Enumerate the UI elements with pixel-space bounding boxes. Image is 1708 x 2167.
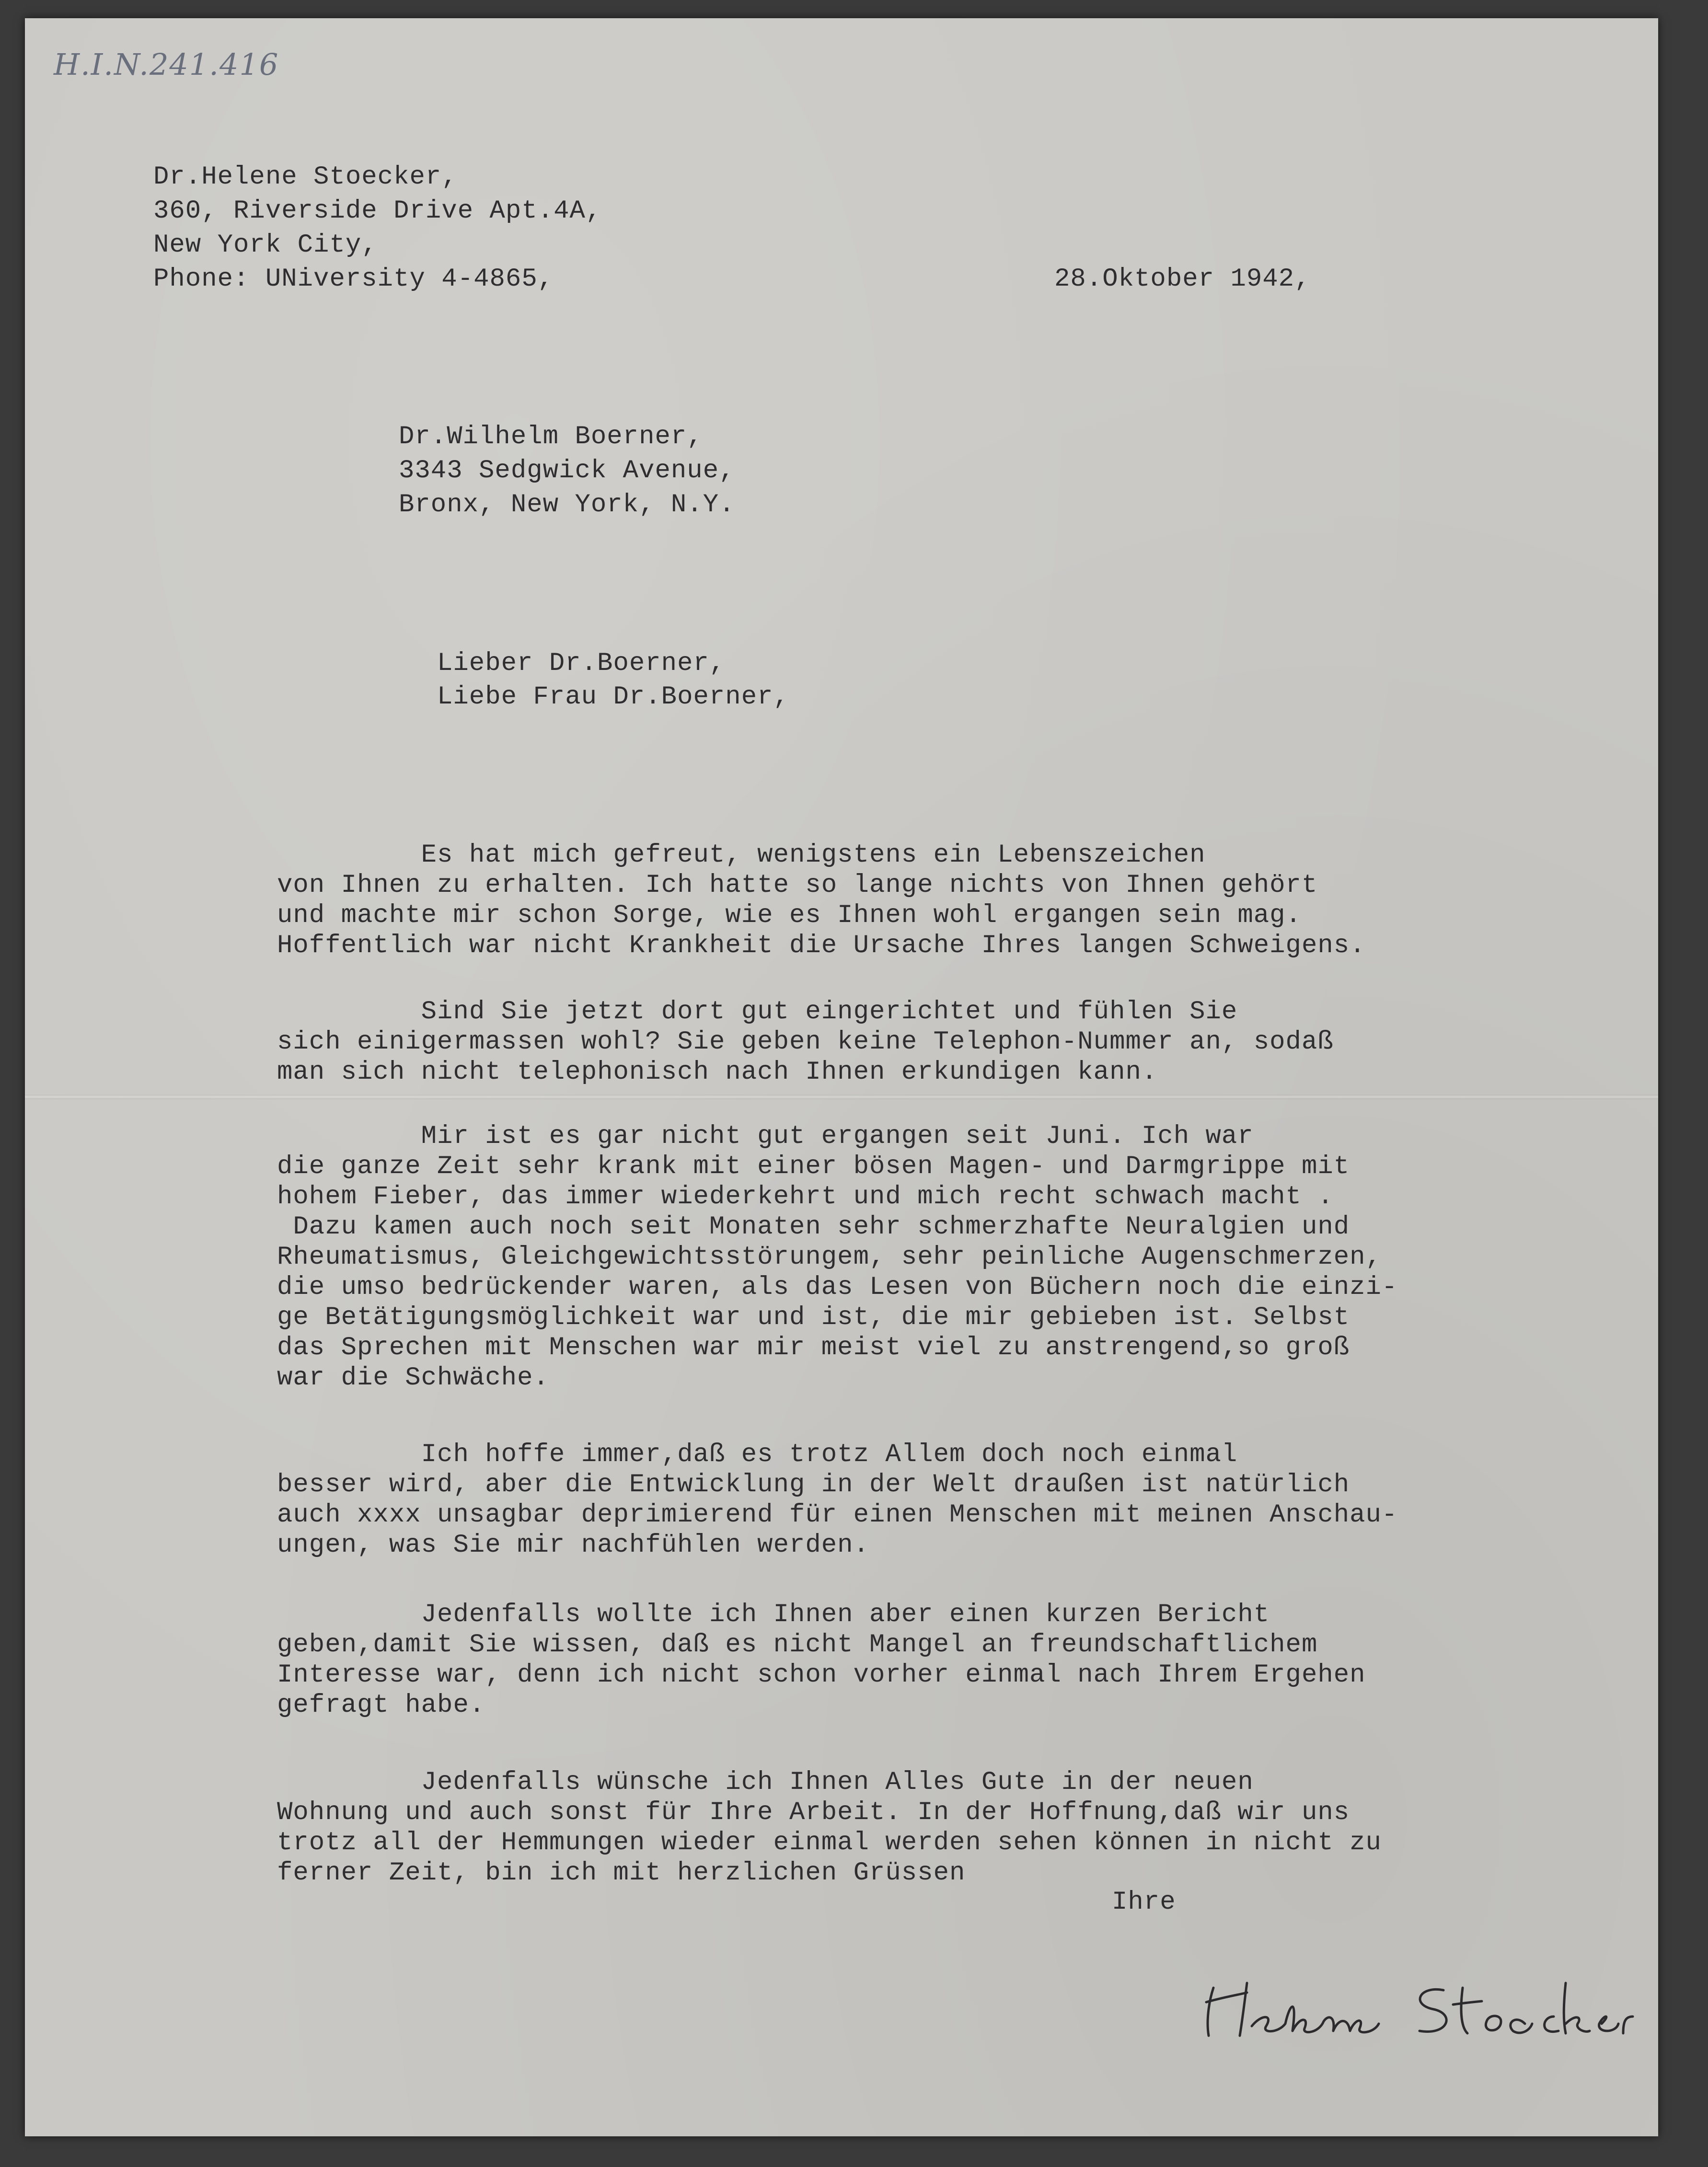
signature-stroke: [1623, 2017, 1633, 2033]
body-line: und machte mir schon Sorge, wie es Ihnen wohl ergangen sein mag.: [277, 901, 1302, 930]
signature-stroke: [1486, 2016, 1501, 2030]
recipient-street: 3343 Sedgwick Avenue,: [399, 456, 735, 485]
body-line: hohem Fieber, das immer wiederkehrt und mich recht schwach macht .: [277, 1182, 1334, 1211]
signature-stroke: [1240, 1983, 1247, 2036]
archive-shelfmark: H.I.N.241.416: [54, 47, 279, 82]
body-paragraph-6: [277, 1767, 1619, 1888]
body-paragraph-1: [277, 840, 1619, 961]
sender-phone: Phone: UNiversity 4-4865,: [153, 265, 554, 294]
body-line: besser wird, aber die Entwicklung in der Welt draußen ist natürlich: [277, 1470, 1350, 1499]
body-line: Sind Sie jetzt dort gut eingerichtet und fühlen Sie: [277, 997, 1238, 1026]
body-paragraph-4: [277, 1440, 1619, 1560]
body-line: Ich hoffe immer,daß es trotz Allem doch noch einmal: [277, 1440, 1238, 1469]
body-line: geben,damit Sie wissen, daß es nicht Mangel an freundschaftlichem: [277, 1630, 1318, 1660]
recipient-city: Bronx, New York, N.Y.: [399, 490, 735, 519]
recipient-name: Dr.Wilhelm Boerner,: [399, 422, 703, 451]
body-paragraph-5: [277, 1600, 1619, 1720]
sender-city: New York City,: [153, 231, 378, 260]
body-line: Wohnung und auch sonst für Ihre Arbeit. In der Hoffnung,daß wir uns: [277, 1798, 1350, 1827]
body-line: gefragt habe.: [277, 1691, 485, 1720]
body-line: Rheumatismus, Gleichgewichtsstörungem, sehr peinliche Augenschmerzen,: [277, 1243, 1382, 1272]
signature-stroke: [1599, 2017, 1618, 2031]
body-line: Jedenfalls wollte ich Ihnen aber einen kurzen Bericht: [277, 1600, 1270, 1629]
signature-stroke: [1545, 2017, 1558, 2032]
signature-stroke: [1564, 1983, 1590, 2033]
salutation-line-2: Liebe Frau Dr.Boerner,: [437, 682, 789, 712]
body-line: auch xxxx unsagbar deprimierend für einen Menschen mit meinen Anschau-: [277, 1500, 1398, 1530]
body-line: war die Schwäche.: [277, 1363, 549, 1393]
body-line: die umso bedrückender waren, als das Lesen von Büchern noch die einzi-: [277, 1273, 1398, 1302]
signature-stroke: [1453, 1988, 1482, 2033]
signature-stroke: [1208, 1988, 1213, 2036]
fold-crease: [25, 1095, 1658, 1099]
body-line: ungen, was Sie mir nachfühlen werden.: [277, 1531, 869, 1560]
body-line: trotz all der Hemmungen wieder einmal werden sehen können in nicht zu: [277, 1828, 1382, 1857]
body-line: Interesse war, denn ich nicht schon vorher einmal nach Ihrem Ergehen: [277, 1660, 1366, 1690]
body-line: das Sprechen mit Menschen war mir meist viel zu anstrengend,so groß: [277, 1333, 1350, 1362]
body-paragraph-3: [277, 1121, 1619, 1393]
sender-street: 360, Riverside Drive Apt.4A,: [153, 196, 602, 226]
body-line: Mir ist es gar nicht gut ergangen seit Juni. Ich war: [277, 1122, 1254, 1151]
signature-stroke: [1419, 1989, 1446, 2031]
letter-sheet: [25, 18, 1658, 2136]
salutation-line-1: Lieber Dr.Boerner,: [437, 649, 726, 678]
body-line: die ganze Zeit sehr krank mit einer bösen Magen- und Darmgrippe mit: [277, 1152, 1350, 1181]
letter-date: 28.Oktober 1942,: [1054, 265, 1311, 294]
signature-stroke: [1252, 2006, 1379, 2032]
body-line: Es hat mich gefreut, wenigstens ein Lebenszeichen: [277, 841, 1206, 870]
body-line: ge Betätigungsmöglichkeit war und ist, die mir gebieben ist. Selbst: [277, 1303, 1350, 1332]
body-line: Dazu kamen auch noch seit Monaten sehr schmerzhafte Neuralgien und: [277, 1212, 1350, 1242]
body-line: sich einigermassen wohl? Sie geben keine Telephon-Nummer an, sodaß: [277, 1027, 1334, 1057]
signature-stroke: [1511, 2020, 1532, 2033]
handwritten-signature: [1194, 1969, 1635, 2045]
body-paragraph-2: [277, 997, 1619, 1087]
body-line: Hoffentlich war nicht Krankheit die Ursache Ihres langen Schweigens.: [277, 931, 1366, 960]
body-line: ferner Zeit, bin ich mit herzlichen Grüssen: [277, 1858, 966, 1888]
body-line: von Ihnen zu erhalten. Ich hatte so lange nichts von Ihnen gehört: [277, 871, 1318, 900]
sender-name: Dr.Helene Stoecker,: [153, 162, 458, 192]
body-line: Jedenfalls wünsche ich Ihnen Alles Gute in der neuen: [277, 1768, 1254, 1797]
body-line: man sich nicht telephonisch nach Ihnen erkundigen kann.: [277, 1058, 1158, 1087]
closing-word: Ihre: [1112, 1888, 1176, 1917]
